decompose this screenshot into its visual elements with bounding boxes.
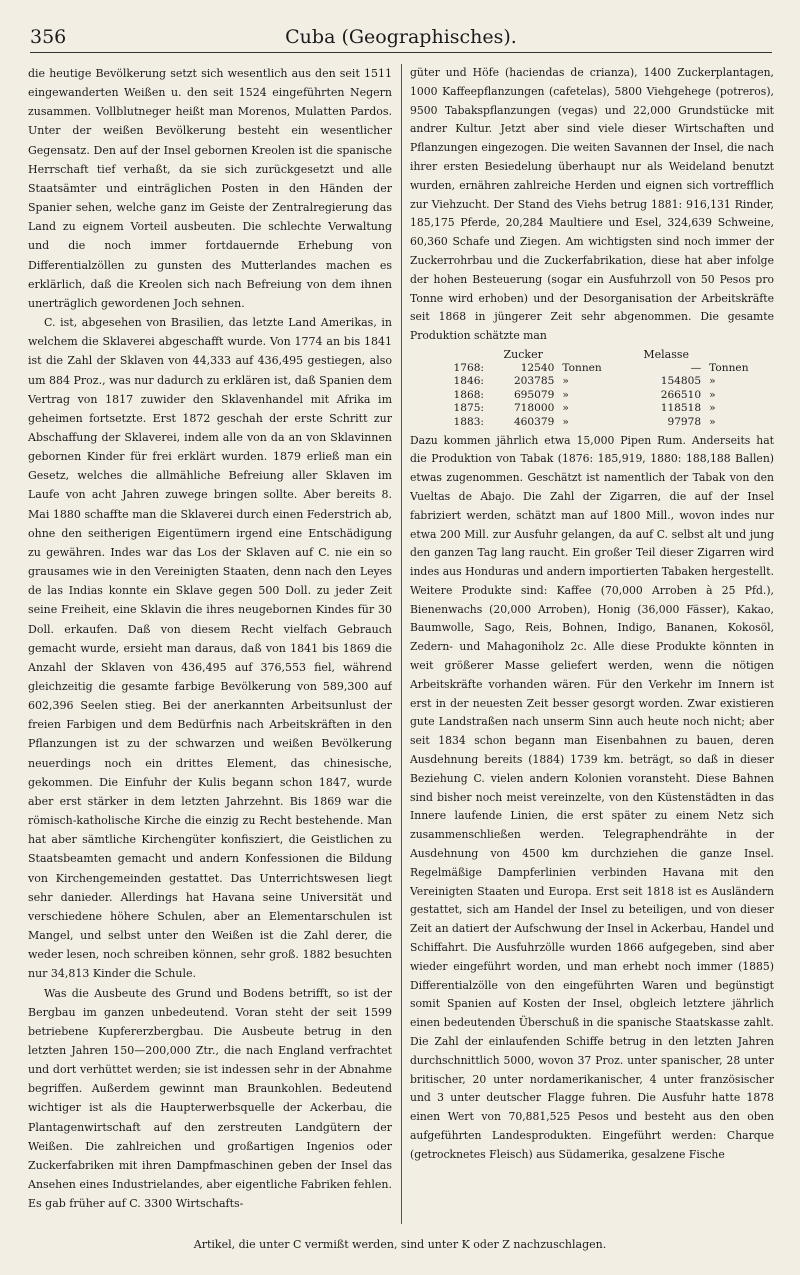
table-row [410, 362, 774, 376]
page-title: Cuba (Geographisches). [285, 26, 517, 48]
running-header [30, 22, 772, 53]
paragraph: Dazu kommen jährlich etwa 15,000 Pipen Rum. Anderseits hat die Produktion von Tabak (1876: 185,919, 1880: 188,188 Ballen) etwas zugenommen. Geschätzt ist namentlich der Tabak von den Vueltas de Abajo. Die Zahl der Zigarren, die auf der Insel fabriziert werden, schätzt man auf 1800 Mill., wovon indes nur etwa 200 Mill. zur Ausfuhr gelangen, da auf C. selbst alt und jung den ganzen Tag lang raucht. Ein großer Teil dieser Zigarren wird indes aus Honduras und andern importierten Tabaken hergestellt. Weitere Produkte sind: Kaffee (70,000 Arroben à 25 Pfd.), Bienenwachs (20,000 Arroben), Honig (36,000 Fässer), Kakao, Baumwolle, Sago, Reis, Bohnen, Indigo, Bananen, Kokosöl, Zedern- und Mahagoniholz 2c. Alle diese Produkte könnten in weit größerer Masse geliefert werden, wenn die nötigen Arbeitskräfte vorhanden wären. Für den Verkehr im Innern ist erst in der neuesten Zeit besser gesorgt worden. Zwar existieren gute Landstraßen nach unserm Sinn auch heute noch nicht; aber seit 1834 schon begann man Eisenbahnen zu bauen, deren Ausdehnung bereits (1884) 1739 km. beträgt, so daß in dieser Beziehung C. vielen andern Kolonien voransteht. Diese Bahnen sind bisher noch meist vereinzelte, von den Küstenstädten in das Innere laufende Linien, die erst später zu einem Netz sich zusammenschließen werden. Telegraphendrähte in der Ausdehnung von 4500 km durchziehen die ganze Insel. Regelmäßige Dampferlinien verbinden Havana mit den Vereinigten Staaten und Europa. Erst seit 1818 ist es Ausländern gestattet, sich am Handel der Insel zu beteiligen, und von dieser Zeit an datiert der Aufschwung der Insel in Ackerbau, Handel und Schiffahrt. Die Ausfuhrzölle wurden 1866 aufgegeben, sind aber wieder eingeführt worden, und man erhebt noch immer (1885) Differentialzölle von den eingeführten Waren und begünstigt somit Spanien auf Kosten der Insel, obgleich letztere jährlich einen bedeutenden Überschuß in die spanische Staatskasse zahlt. Die Zahl der einlaufenden Schiffe betrug in den letzten Jahren durchschnittlich 5000, wovon 37 Proz. unter spanischer, 28 unter britischer, 20 unter nordamerikanischer, 4 unter französischer und 3 unter deutscher Flagge fuhren. Die Ausfuhr hatte 1878 einen Wert von 70,881,525 Pesos und besteht aus den oben aufgeführten Landesprodukten. Eingeführt werden: Charque (getrocknetes Fleisch) aus Südamerika, gesalzene Fische [410, 433, 774, 1161]
unit-cell: Tonnen [709, 361, 749, 374]
unit-cell: » [562, 388, 569, 401]
melasse-cell: — [690, 361, 702, 374]
paragraph: güter und Höfe (haciendas de crianza), 1400 Zuckerplantagen, 1000 Kaffeepflanzungen (cafetelas), 5800 Viehgehege (potreros), 9500 Tabakspflanzungen (vegas) und 22,000 Grundstücke mit andrer Kultur. Jetzt aber sind viele dieser Wirtschaften und Pflanzungen eingezogen. Die weiten Savannen der Insel, die nach ihrer ersten Besiedelung überhaupt nur als Weideland benutzt wurden, ernähren zahlreiche Herden und eignen sich vortrefflich zur Viehzucht. Der Stand des Viehs betrug 1881: 916,131 Rinder, 185,175 Pferde, 20,284 Maultiere und Esel, 324,639 Schweine, 60,360 Schafe und Ziegen. Am wichtigsten sind noch immer der Zuckerrohrbau und die Zuckerfabrikation, diese hat aber infolge der hohen Besteuerung (sogar ein Ausfuhrzoll von 50 Pesos pro Tonne wird erhoben) und der Desorganisation der Arbeitskräfte seit 1868 in jüngerer Zeit sehr abgenommen. Die gesamte Produktion schätzte man [410, 66, 774, 343]
unit-cell: » [709, 415, 716, 428]
table-row [410, 375, 774, 389]
table-header [558, 348, 627, 362]
column-divider [401, 64, 402, 1224]
table-header [410, 348, 488, 362]
year-cell: 1868: [453, 388, 484, 401]
melasse-cell: 266510 [660, 388, 702, 401]
unit-cell: » [709, 402, 716, 415]
page-footer: Artikel, die unter C vermißt werden, sind unter K oder Z nachzuschlagen. [193, 1238, 607, 1251]
year-cell: 1846: [453, 375, 484, 388]
zucker-cell: 695079 [513, 388, 555, 401]
zucker-cell: 718000 [513, 402, 555, 415]
right-column [410, 64, 774, 1224]
year-cell: 1875: [453, 402, 484, 415]
melasse-cell: 154805 [660, 375, 702, 388]
zucker-cell: 460379 [513, 415, 555, 428]
table-row [410, 389, 774, 403]
unit-cell: » [709, 388, 716, 401]
table-row [410, 416, 774, 430]
production-table [410, 348, 774, 430]
year-cell: 1768: [453, 361, 484, 374]
left-column [28, 64, 392, 1224]
table-header [705, 348, 774, 362]
unit-cell: Tonnen [562, 361, 602, 374]
table-header-melasse: Melasse [643, 347, 689, 361]
unit-cell: » [562, 415, 569, 428]
unit-cell: » [562, 375, 569, 388]
melasse-cell: 118518 [660, 402, 702, 415]
table-row [410, 402, 774, 416]
paragraph: Was die Ausbeute des Grund und Bodens betrifft, so ist der Bergbau im ganzen unbedeutend. Voran steht der seit 1599 betriebene Kupfererzbergbau. Die Ausbeute betrug in den letzten Jahren 150—200,000 Ztr., die nach England verfrachtet und dort verhüttet werden; sie ist indessen sehr in der Abnahme begriffen. Außerdem gewinnt man Braunkohlen. Bedeutend wichtiger ist als die Haupterwerbsquelle der Ackerbau, die Plantagenwirtschaft auf den zerstreuten Landgütern der Weißen. Die zahlreichen und großartigen Ingenios oder Zuckerfabriken mit ihren Dampfmaschinen geben der Insel das Ansehen eines Industrielandes, aber eigentliche Fabriken fehlen. Es gab früher auf C. 3300 Wirtschafts- [28, 986, 392, 1211]
zucker-cell: 12540 [520, 361, 555, 374]
unit-cell: » [709, 375, 716, 388]
table-header-zucker: Zucker [503, 347, 543, 361]
page-number: 356 [30, 26, 67, 48]
melasse-cell: 97978 [667, 415, 702, 428]
year-cell: 1883: [453, 415, 484, 428]
table-header-row [410, 348, 774, 362]
paragraph: die heutige Bevölkerung setzt sich wesentlich aus den seit 1511 eingewanderten Weißen u. den seit 1524 eingeführten Negern zusammen. Vollblutneger heißt man Morenos, Mulatten Pardos. Unter der weißen Bevölkerung besteht ein wesentlicher Gegensatz. Den auf der Insel gebornen Kreolen ist die spanische Herrschaft tief verhaßt, da sie sich zurückgesetzt und alle Staatsämter und einträglichen Posten in den Händen der Spanier sehen, welche ganz im Geiste der Zentralregierung das Land zu eignem Vorteil ausbeuten. Die schlechte Verwaltung und die noch immer fortdauernde Erhebung von Differentialzöllen zu gunsten des Mutterlandes machen es erklärlich, daß die Kreolen sich nach Befreiung von dem ihnen unerträglich gewordenen Joch sehnen. [28, 67, 392, 310]
zucker-cell: 203785 [513, 375, 555, 388]
paragraph: C. ist, abgesehen von Brasilien, das letzte Land Amerikas, in welchem die Sklaverei abgeschafft wurde. Von 1774 an bis 1841 ist die Zahl der Sklaven von 44,333 auf 436,495 gestiegen, also um 884 Proz., was nur dadurch zu erklären ist, daß Spanien dem Vertrag von 1817 zuwider den Sklavenhandel mit Afrika im geheimen fortsetzte. Erst 1872 geschah der erste Schritt zur Abschaffung der Sklaverei, indem alle von da an von Sklavinnen gebornen Kinder für frei erklärt wurden. 1879 erließ man ein Gesetz, welches die allmähliche Befreiung aller Sklaven im Laufe von acht Jahren zuwege bringen sollte. Aber bereits 8. Mai 1880 schaffte man die Sklaverei durch einen Federstrich ab, ohne den seitherigen Eigentümern irgend eine Entschädigung zu gewähren. Indes war das Los der Sklaven auf C. nie ein so grausames wie in den Vereinigten Staaten, denn nach den Leyes de las Indias konnte ein Sklave gegen 500 Doll. zu jeder Zeit seine Freiheit, eine Sklavin die ihres neugebornen Kindes für 30 Doll. erkaufen. Daß von diesem Recht vielfach Gebrauch gemacht wurde, ersieht man daraus, daß von 1841 bis 1869 die Anzahl der Sklaven von 436,495 auf 376,553 fiel, während gleichzeitig die gesamte farbige Bevölkerung von 589,300 auf 602,396 Seelen stieg. Bei der anerkannten Arbeitsunlust der freien Farbigen und dem Bedürfnis nach Arbeitskräften in den Pflanzungen ist zu der schwarzen und weißen Bevölkerung neuerdings noch ein drittes Element, das chinesische, gekommen. Die Einfuhr der Kulis begann schon 1847, wurde aber erst stärker in dem letzten Jahrzehnt. Bis 1869 war die römisch-katholische Kirche die einzig zu Recht bestehende. Man hat aber sämtliche Kirchengüter konfisziert, die Geistlichen zu Staatsbeamten gemacht und andern Konfessionen die Bildung von Kirchengemeinden gestattet. Das Unterrichtswesen liegt sehr danieder. Allerdings hat Havana seine Universität und verschiedene höhere Schulen, aber an Elementarschulen ist Mangel, und selbst unter den Weißen ist die Zahl derer, die weder lesen, noch schreiben können, sehr groß. 1882 besuchten nur 34,813 Kinder die Schule. [28, 316, 392, 981]
unit-cell: » [562, 402, 569, 415]
